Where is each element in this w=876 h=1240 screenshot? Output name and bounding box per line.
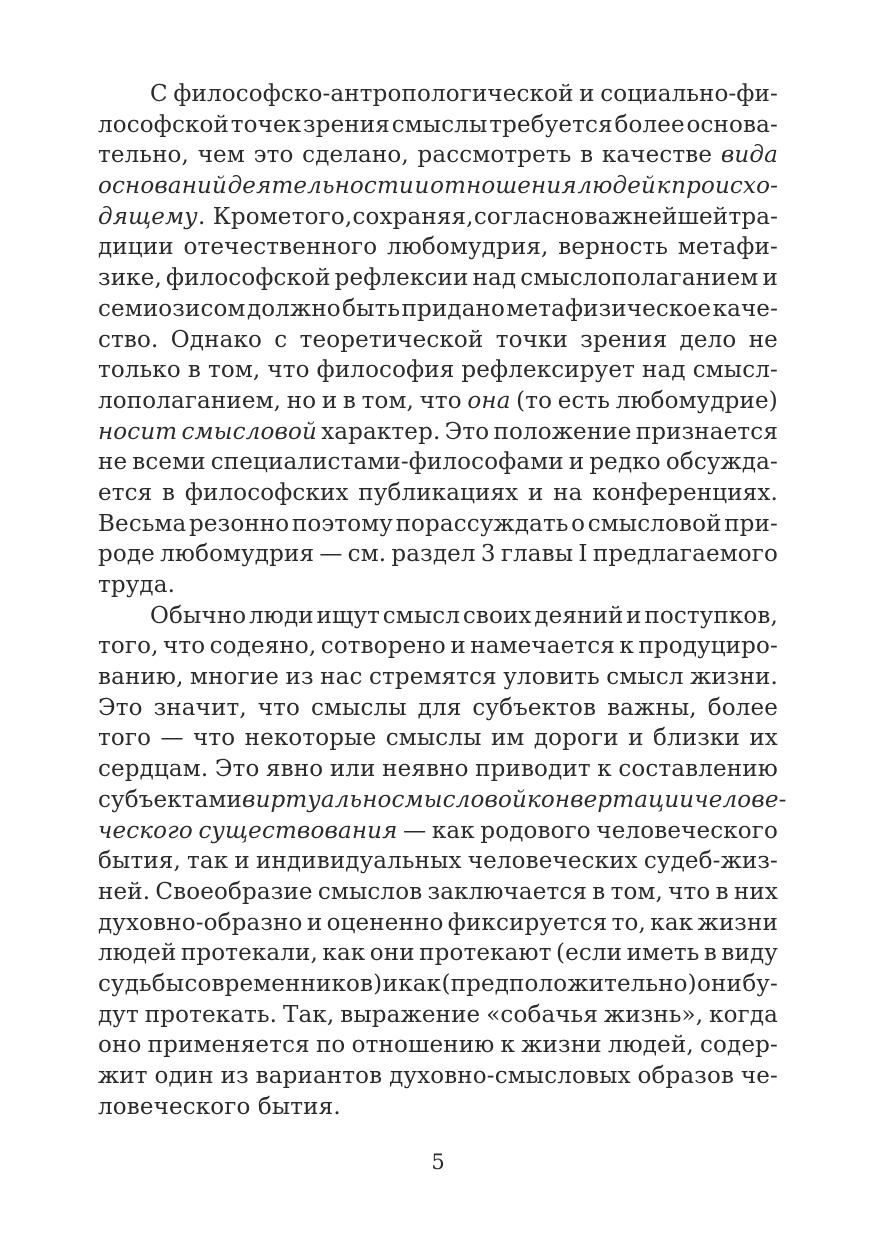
word: отношению [351, 1032, 495, 1059]
word: но [286, 387, 317, 414]
word: ловеческого [98, 1093, 251, 1120]
word: существования [198, 817, 398, 844]
word: смыслы [310, 694, 407, 721]
word: ищут [316, 602, 381, 629]
word: конвертации [526, 786, 695, 813]
word: метафизическое [506, 295, 712, 322]
text-line [98, 325, 778, 356]
word: зике, [98, 265, 162, 292]
word: смыслополаганием [520, 265, 759, 292]
word: не [98, 449, 128, 476]
word: значит, [153, 694, 247, 721]
word: философских [184, 479, 349, 506]
word: ческого [98, 817, 193, 844]
word: людей, [607, 1032, 694, 1059]
text-line [98, 263, 778, 294]
word: бытия, [98, 848, 181, 875]
word: над [642, 357, 686, 384]
word: Это [214, 756, 260, 783]
word: люди [249, 602, 314, 629]
text-line [98, 447, 778, 478]
word: (если [556, 940, 623, 967]
word: то, [611, 909, 646, 936]
word: зрения [303, 111, 390, 138]
text-line [98, 202, 778, 233]
word: человеческого [596, 817, 778, 844]
word: своих [462, 602, 532, 629]
word: важны, [607, 694, 697, 721]
word: Своеобразие [155, 878, 313, 905]
text-line [98, 294, 778, 325]
word: протекать. [144, 1001, 278, 1028]
word: том, [361, 387, 414, 414]
word: в [715, 878, 729, 905]
text-line [98, 938, 778, 969]
text-line [98, 232, 778, 263]
word: характер [321, 418, 433, 445]
word: индивидуальных [255, 848, 462, 875]
word: поступков, [644, 602, 778, 629]
word: . Кроме [197, 203, 292, 230]
word: в [703, 940, 717, 967]
word: роде [98, 541, 155, 568]
word: бу- [742, 970, 778, 997]
word: жизнь», [603, 1001, 704, 1028]
word: когда [709, 1001, 778, 1028]
word: фиксируется [447, 909, 608, 936]
word: виртуальносмысловой [242, 786, 527, 813]
word: продуциро- [638, 633, 778, 660]
word: Это [444, 418, 490, 445]
word: том, [208, 357, 261, 384]
paragraph [98, 79, 778, 601]
text-line [98, 631, 778, 662]
word: Весьма [98, 510, 187, 537]
word: обсужда- [665, 449, 778, 476]
word: выражение [340, 1001, 481, 1028]
word: применяется [147, 1032, 310, 1059]
word: философия [316, 357, 455, 384]
text-line [98, 785, 787, 816]
word: в [580, 142, 594, 169]
word: Однако [170, 326, 262, 353]
word: и [450, 633, 466, 660]
word: современников) [184, 970, 383, 997]
text-line [98, 601, 778, 632]
word: важнейшей [584, 203, 729, 230]
word: из [220, 1063, 249, 1089]
word: приводит [475, 756, 591, 783]
word: оснований [98, 173, 227, 200]
word: она [467, 387, 511, 414]
word: (то [516, 387, 553, 414]
word: к [619, 633, 634, 660]
word: уловить [503, 664, 600, 691]
word: смыслы [391, 111, 488, 138]
word: них [733, 878, 778, 905]
word: и [414, 173, 430, 200]
word: содеяно, [209, 633, 317, 660]
word: дороги [533, 725, 619, 752]
word: и [762, 265, 778, 292]
word: смысл [382, 602, 461, 629]
word: челове- [694, 786, 787, 813]
word: теоретической [299, 326, 484, 353]
text-line [98, 908, 778, 939]
word: придано [401, 295, 506, 322]
word: человеческих [467, 848, 638, 875]
word: лософской [98, 111, 229, 138]
word: с [274, 326, 288, 353]
word: к [500, 1032, 516, 1059]
word: и [234, 848, 250, 875]
word: жит [98, 1063, 148, 1089]
word: — [160, 725, 184, 752]
text-line [98, 1030, 778, 1061]
word: духовно-смысловых [389, 1063, 631, 1089]
word: качестве [601, 142, 713, 169]
word: метафи- [677, 234, 778, 261]
text-line [98, 386, 778, 417]
word: главы [500, 541, 574, 568]
word: что [162, 633, 206, 660]
word: семиозисом [98, 295, 246, 322]
word: что [267, 357, 310, 384]
word: требуется [489, 111, 613, 138]
word: людей [577, 173, 656, 200]
word: че- [740, 1063, 778, 1089]
word: быть [342, 295, 401, 322]
word: Это [98, 694, 143, 721]
word: смысловой [181, 418, 317, 445]
text-line [98, 509, 778, 540]
word: виду [721, 940, 778, 967]
word: многие [190, 664, 279, 691]
punctuation: . [432, 418, 441, 445]
word: субъектов [472, 694, 597, 721]
word: как [398, 970, 442, 997]
word: ванию, [98, 664, 184, 691]
word: как [431, 817, 475, 844]
word: Обычно [150, 602, 247, 629]
text-line [98, 478, 778, 509]
word: по [315, 1032, 346, 1059]
word: смысл [606, 664, 684, 691]
word: намечается [470, 633, 615, 660]
word: из [285, 664, 314, 691]
word: деяний [534, 602, 624, 629]
word: происхо- [671, 173, 778, 200]
word: в [342, 387, 357, 414]
text-line [98, 846, 778, 877]
word: оцененно [326, 909, 444, 936]
text-line [98, 539, 778, 570]
word: сердцам. [98, 756, 209, 783]
text-line [98, 570, 778, 601]
word: в [162, 479, 176, 506]
word: и [306, 909, 323, 936]
word: их [749, 725, 778, 752]
word: и [628, 725, 644, 752]
word: тра- [728, 203, 778, 230]
text-line [98, 693, 778, 724]
word: того, [291, 203, 353, 230]
word: ется [98, 479, 153, 506]
word: и [527, 479, 544, 506]
text-line [98, 754, 778, 785]
word: конференциях. [592, 479, 778, 506]
text-line [98, 877, 778, 908]
text-line [98, 140, 778, 171]
text-line [98, 110, 778, 141]
word: Так, [283, 1001, 335, 1028]
word: и [321, 387, 338, 414]
word: как [322, 940, 366, 967]
word: более [707, 694, 778, 721]
word: стремятся [368, 664, 497, 691]
text-line [98, 1000, 778, 1031]
page-number: 5 [431, 1150, 445, 1174]
word: для [417, 694, 462, 721]
word: что [257, 694, 300, 721]
text-line [98, 1092, 778, 1123]
word: публикациях [358, 479, 519, 506]
word: бытия. [257, 1093, 341, 1120]
word: философской [165, 265, 331, 292]
word: диции [98, 234, 174, 261]
word: дут [98, 1001, 139, 1028]
word: что [193, 725, 236, 752]
word: родового [480, 817, 591, 844]
word: или [329, 756, 376, 783]
word: людей [98, 940, 177, 967]
word: верность [558, 234, 669, 261]
text-line [98, 79, 778, 110]
word: содер- [700, 1032, 778, 1059]
word: и [626, 602, 642, 629]
word-with-punctuation [321, 417, 440, 448]
word: сотворено [320, 633, 446, 660]
word: протекают [419, 940, 552, 967]
word: признается [635, 418, 778, 445]
word: один [154, 1063, 214, 1089]
word: рефлексии [334, 265, 469, 292]
word: о [571, 510, 586, 537]
word: они [697, 970, 743, 997]
word: — [319, 541, 343, 568]
word: любомудрия, [387, 234, 549, 261]
word: жизни. [690, 664, 778, 691]
word: субъектами [98, 786, 243, 813]
text-line [98, 417, 778, 448]
word: в [592, 878, 606, 905]
word: предлагаемого [592, 541, 778, 568]
word: иметь [626, 940, 700, 967]
word: более [614, 111, 685, 138]
word: — [403, 817, 427, 844]
word: см. [347, 541, 387, 568]
word: судьбы [98, 970, 185, 997]
word: что [668, 878, 711, 905]
word: смыслы [385, 725, 482, 752]
text-line [98, 723, 778, 754]
word: только [98, 357, 181, 384]
word: точек [230, 111, 302, 138]
word: философско-антропологической [173, 81, 574, 107]
word: должно [246, 295, 341, 322]
word: жизни [521, 1032, 602, 1059]
word: любомудрие [615, 387, 769, 414]
word: положение [493, 418, 632, 445]
word: редко [589, 449, 661, 476]
word: к [597, 756, 612, 783]
word: раздел [391, 541, 476, 568]
text-line [98, 1061, 778, 1092]
text-line [98, 171, 778, 202]
word: что [419, 387, 462, 414]
word: лополаганием, [98, 387, 282, 414]
word: смысловой [587, 510, 722, 537]
word: им [490, 725, 525, 752]
word: С [150, 81, 168, 107]
word: точки [495, 326, 568, 353]
word: поэтому [291, 510, 393, 537]
word: сохраняя, [352, 203, 474, 230]
punctuation: ) [768, 387, 778, 414]
word: сделано, [302, 142, 409, 169]
text-line [98, 816, 778, 847]
paragraph [98, 601, 787, 1123]
word: к [656, 173, 671, 200]
word: судеб-жиз- [643, 848, 778, 875]
word: того [98, 725, 152, 752]
word: и [579, 81, 595, 107]
word: «собачья [486, 1001, 599, 1028]
word: (предположительно) [441, 970, 697, 997]
word: основа- [686, 111, 778, 138]
word: нас [320, 664, 363, 691]
word: явно [266, 756, 324, 783]
word: они [369, 940, 415, 967]
word: и [568, 449, 585, 476]
word: I [578, 541, 588, 568]
word: любомудрия [160, 541, 315, 568]
word: заключается [427, 878, 588, 905]
word: 3 [480, 541, 496, 568]
text-line [98, 355, 778, 386]
word: рефлексирует [461, 357, 635, 384]
word: образов [637, 1063, 735, 1089]
word: близки [652, 725, 740, 752]
word: всеми [132, 449, 206, 476]
word: не [748, 326, 778, 353]
word: порассуждать [395, 510, 569, 537]
word: над [472, 265, 517, 292]
word: смыслов [317, 878, 423, 905]
word: зрения [580, 326, 668, 353]
word: духовно-образно [98, 909, 303, 936]
word: рассмотреть [417, 142, 572, 169]
word: так [187, 848, 229, 875]
word: есть [557, 387, 611, 414]
word-with-punctuation [616, 386, 778, 417]
word: как [650, 909, 694, 936]
word: труда. [98, 572, 176, 598]
word: на [553, 479, 583, 506]
word: некоторые [244, 725, 377, 752]
word: того, [98, 633, 159, 660]
word: вида [720, 142, 778, 169]
word: отношения [430, 173, 577, 200]
word: социально-фи- [600, 81, 778, 107]
word: при- [724, 510, 778, 537]
word: каче- [712, 295, 778, 322]
word: составлению [618, 756, 778, 783]
word: ней. [98, 878, 151, 905]
word: это [253, 142, 294, 169]
word: оно [98, 1032, 142, 1059]
text-line [98, 969, 778, 1000]
word: дящему [98, 203, 198, 230]
word: том, [610, 878, 663, 905]
word: согласно [473, 203, 585, 230]
word: специалистами-философами [210, 449, 564, 476]
word: жизни [697, 909, 778, 936]
word: в [187, 357, 201, 384]
word: дело [679, 326, 737, 353]
word: протекали, [180, 940, 318, 967]
word: и [382, 970, 398, 997]
word: резонно [189, 510, 290, 537]
word: чем [197, 142, 245, 169]
word: тельно, [98, 142, 190, 169]
body-text [98, 79, 787, 1122]
word: смысл- [692, 357, 778, 384]
word: деятельности [227, 173, 414, 200]
word: неявно [382, 756, 469, 783]
word: ство. [98, 326, 159, 353]
word: носит [98, 418, 178, 445]
word: вариантов [255, 1063, 383, 1089]
word: отечественного [183, 234, 378, 261]
text-line [98, 662, 778, 693]
